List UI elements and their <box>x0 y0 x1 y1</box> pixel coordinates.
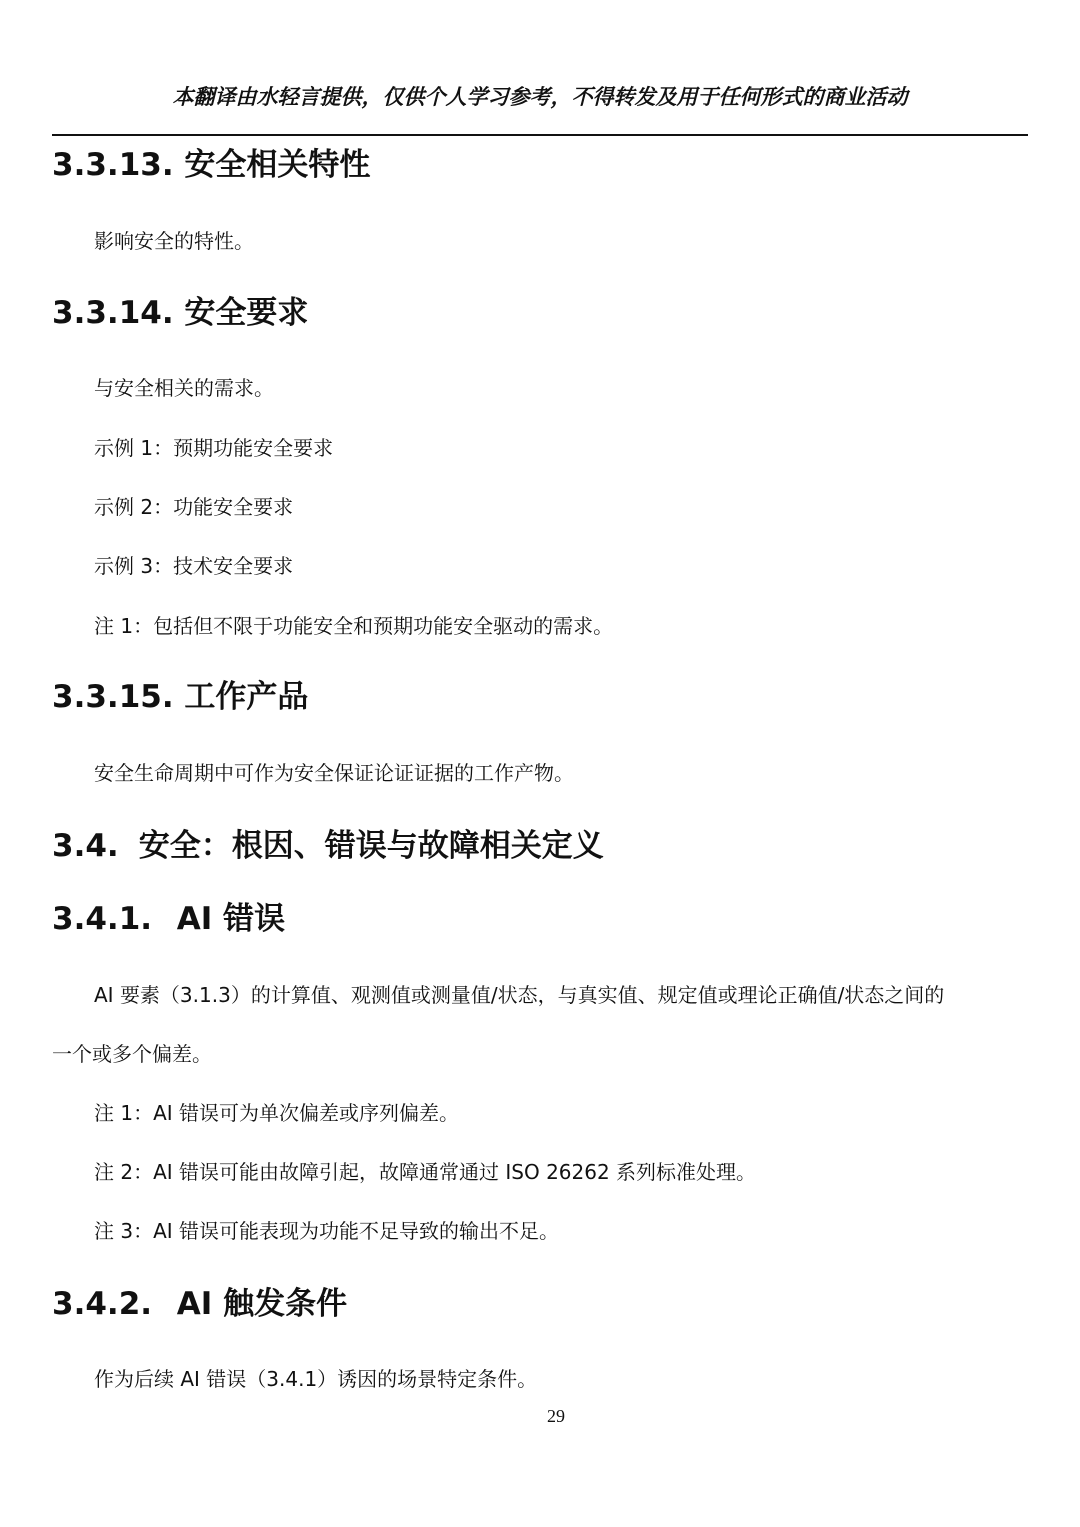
heading-title: AI 错误 <box>176 901 286 937</box>
example-1: 示例 1：预期功能安全要求 <box>94 436 334 460</box>
translation-notice: 本翻译由水轻言提供，仅供个人学习参考，不得转发及用于任何形式的商业活动 <box>172 85 908 109</box>
heading-title: 安全：根因、错误与故障相关定义 <box>138 828 604 864</box>
heading-3-4-2 <box>52 1282 347 1326</box>
heading-title: 工作产品 <box>184 679 309 715</box>
heading-3-3-13 <box>52 143 370 187</box>
definition-3-3-13: 影响安全的特性。 <box>94 229 254 253</box>
heading-title: 安全相关特性 <box>184 147 371 183</box>
heading-number: 3.3.13. <box>52 147 174 183</box>
note-3-4-1-2: 注 2：AI 错误可能由故障引起，故障通常通过 ISO 26262 系列标准处理。 <box>94 1160 757 1184</box>
header-divider <box>52 134 1028 136</box>
definition-3-4-1-line-2: 一个或多个偏差。 <box>52 1042 212 1066</box>
example-3: 示例 3：技术安全要求 <box>94 554 294 578</box>
heading-number: 3.3.14. <box>52 295 174 331</box>
heading-3-3-15 <box>52 675 308 719</box>
example-2: 示例 2：功能安全要求 <box>94 495 294 519</box>
heading-number: 3.4.1. <box>52 901 153 937</box>
heading-3-3-14 <box>52 291 308 335</box>
definition-3-4-1-line-1: AI 要素（3.1.3）的计算值、观测值或测量值/状态，与真实值、规定值或理论正确值/状态之间的 <box>94 983 945 1007</box>
definition-3-3-14: 与安全相关的需求。 <box>94 376 274 400</box>
heading-title: 安全要求 <box>184 295 309 331</box>
note-3-4-1-1: 注 1：AI 错误可为单次偏差或序列偏差。 <box>94 1101 460 1125</box>
heading-number: 3.3.15. <box>52 679 174 715</box>
note-3-4-1-3: 注 3：AI 错误可能表现为功能不足导致的输出不足。 <box>94 1219 560 1243</box>
heading-title: AI 触发条件 <box>176 1286 348 1322</box>
heading-3-4 <box>52 824 604 868</box>
heading-number: 3.4. <box>52 828 119 864</box>
heading-number: 3.4.2. <box>52 1286 153 1322</box>
note-3-3-14-1: 注 1：包括但不限于功能安全和预期功能安全驱动的需求。 <box>94 614 614 638</box>
definition-3-3-15: 安全生命周期中可作为安全保证论证证据的工作产物。 <box>94 761 574 785</box>
page-number: 29 <box>547 1406 565 1426</box>
definition-3-4-2: 作为后续 AI 错误（3.4.1）诱因的场景特定条件。 <box>94 1367 538 1391</box>
heading-3-4-1 <box>52 897 285 941</box>
